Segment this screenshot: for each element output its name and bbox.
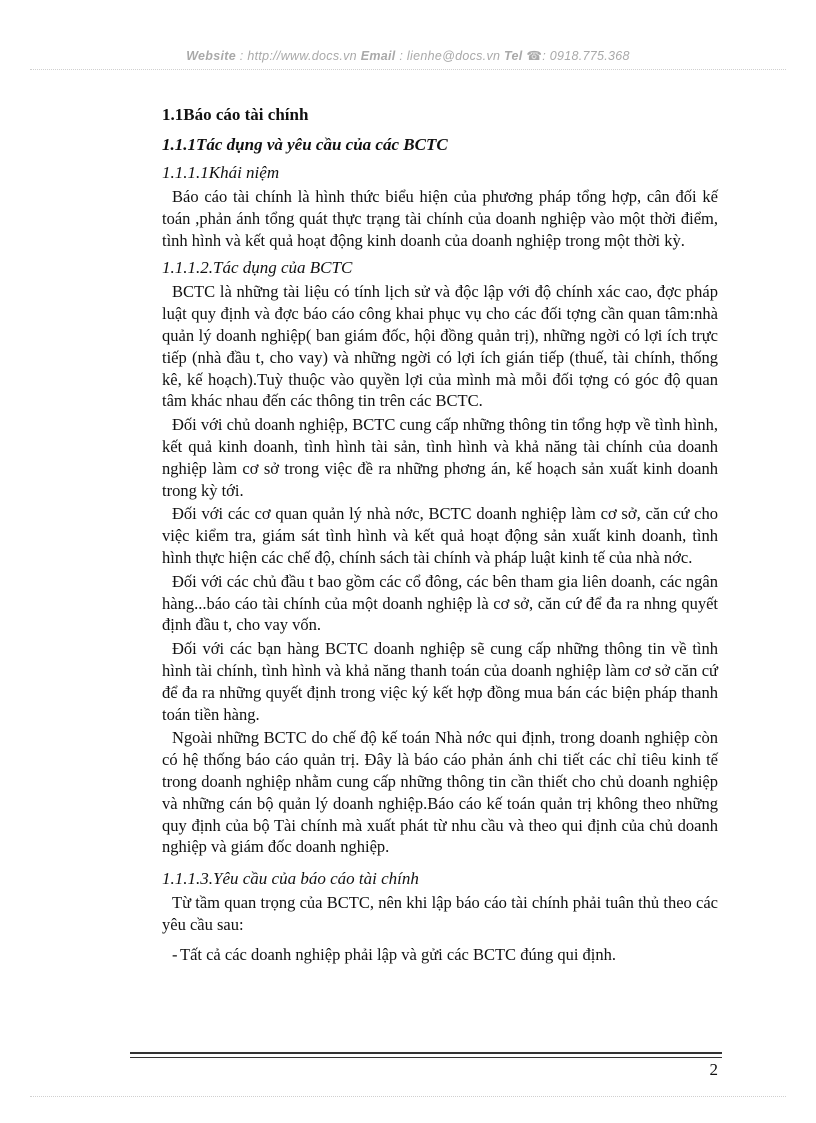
page-number: 2 (709, 1060, 718, 1079)
list-item (172, 944, 718, 966)
header-divider (30, 69, 786, 70)
paragraph-state-agencies: Đối với các cơ quan quản lý nhà nớc, BCTC doanh nghiệp làm cơ sở, căn cứ cho việc kiểm tra, giám sát tình hình và kết quả hoạt động sản xuất kinh doanh, tình hình thực hiện các chế độ, chính sách tài chính và pháp luật kinh tế của nhà nớc. (162, 504, 718, 567)
heading-khai-niem: 1.1.1.1Khái niệm (162, 163, 280, 182)
tel-number: ☎: 0918.775.368 (526, 49, 630, 63)
email-label: Email (360, 49, 396, 63)
paragraph-investors: Đối với các chủ đầu t bao gồm các cổ đông, các bên tham gia liên doanh, các ngân hàng...báo cáo tài chính của một doanh nghiệp là cơ sở, căn cứ để đa ra nhng quyết định đầu t, cho vay vốn. (162, 571, 718, 635)
bullet-dash-icon: - (172, 944, 178, 964)
email-address[interactable]: : lienhe@docs.vn (399, 49, 501, 63)
paragraph-partners: Đối với các bạn hàng BCTC doanh nghiệp sẽ cung cấp những thông tin về tình hình tài chính, tình hình và khả năng thanh toán của doanh nghiệp làm cơ sở căn cứ để đa ra những quyết định trong việc ký kết hợp đồng mua bán các biện pháp thanh toán tiền hàng. (162, 639, 718, 724)
bottom-divider (30, 1096, 786, 1097)
list-item-text: Tất cả các doanh nghiệp phải lập và gửi các BCTC đúng qui định. (180, 944, 616, 964)
footer-divider-thick (130, 1052, 722, 1054)
page-header (0, 48, 816, 63)
website-label: Website (186, 49, 236, 63)
paragraph-owners: Đối với chủ doanh nghiệp, BCTC cung cấp những thông tin tổng hợp về tình hình, kết quả kinh doanh, tình hình tài sản, tình hình và khả năng tài chính của doanh nghiệp làm cơ sở trong việc đề ra những phơng án, kế hoạch sản xuất kinh doanh trong kỳ tới. (162, 415, 718, 500)
paragraph-definition: Báo cáo tài chính là hình thức biểu hiện của phương pháp tổng hợp, cân đối kế toán ,phản ánh tổng quát thực trạng tài chính của doanh nghiệp vào một thời điểm, tình hình và kết quả hoạt động kinh doanh của doanh nghiệp trong một thời kỳ. (162, 187, 718, 250)
paragraph-bctc-nature: BCTC là những tài liệu có tính lịch sử và độc lập với độ chính xác cao, đợc pháp luật quy định và đợc báo cáo công khai phục vụ cho các đối tợng cần quan tâm:nhà quản lý doanh nghiệp( ban giám đốc, hội đồng quản trị), những ngời có lợi ích trực tiếp (nhà đầu t, cho vay) và những ngời có lợi ích gián tiếp (thuế, tài chính, thống kê, kế hoạch).Tuỳ thuộc vào quyền lợi của mình mà mỗi đối tợng có góc độ quan tâm khác nhau đến các thông tin trên các BCTC. (162, 282, 718, 411)
paragraph-management-reports: Ngoài những BCTC do chế độ kế toán Nhà nớc qui định, trong doanh nghiệp còn có hệ thống báo cáo quản trị. Đây là báo cáo phản ánh chi tiết các chỉ tiêu kinh tế trong doanh nghiệp nhằm cung cấp những thông tin cần thiết cho chủ doanh nghiệp và những cán bộ quản lý doanh nghiệp.Báo cáo kế toán quản trị không theo những quy định của bộ Tài chính mà xuất phát từ nhu cầu và theo qui định của chủ doanh nghiệp và giám đốc doanh nghiệp. (162, 728, 718, 857)
heading-tac-dung: 1.1.1.2.Tác dụng của BCTC (162, 258, 353, 278)
website-url[interactable]: : http://www.docs.vn (239, 49, 357, 63)
paragraph-requirements-intro: Từ tầm quan trọng của BCTC, nên khi lập báo cáo tài chính phải tuân thủ theo các yêu cầu sau: (162, 893, 718, 934)
heading-yeu-cau: 1.1.1.3.Yêu cầu của báo cáo tài chính (162, 869, 419, 889)
document-body (162, 104, 718, 966)
heading-2: 1.1.1Tác dụng và yêu cầu của các BCTC (162, 135, 448, 154)
footer-divider-thin (130, 1057, 722, 1058)
heading-1: 1.1Báo cáo tài chính (162, 105, 309, 124)
tel-label: Tel (504, 49, 523, 63)
